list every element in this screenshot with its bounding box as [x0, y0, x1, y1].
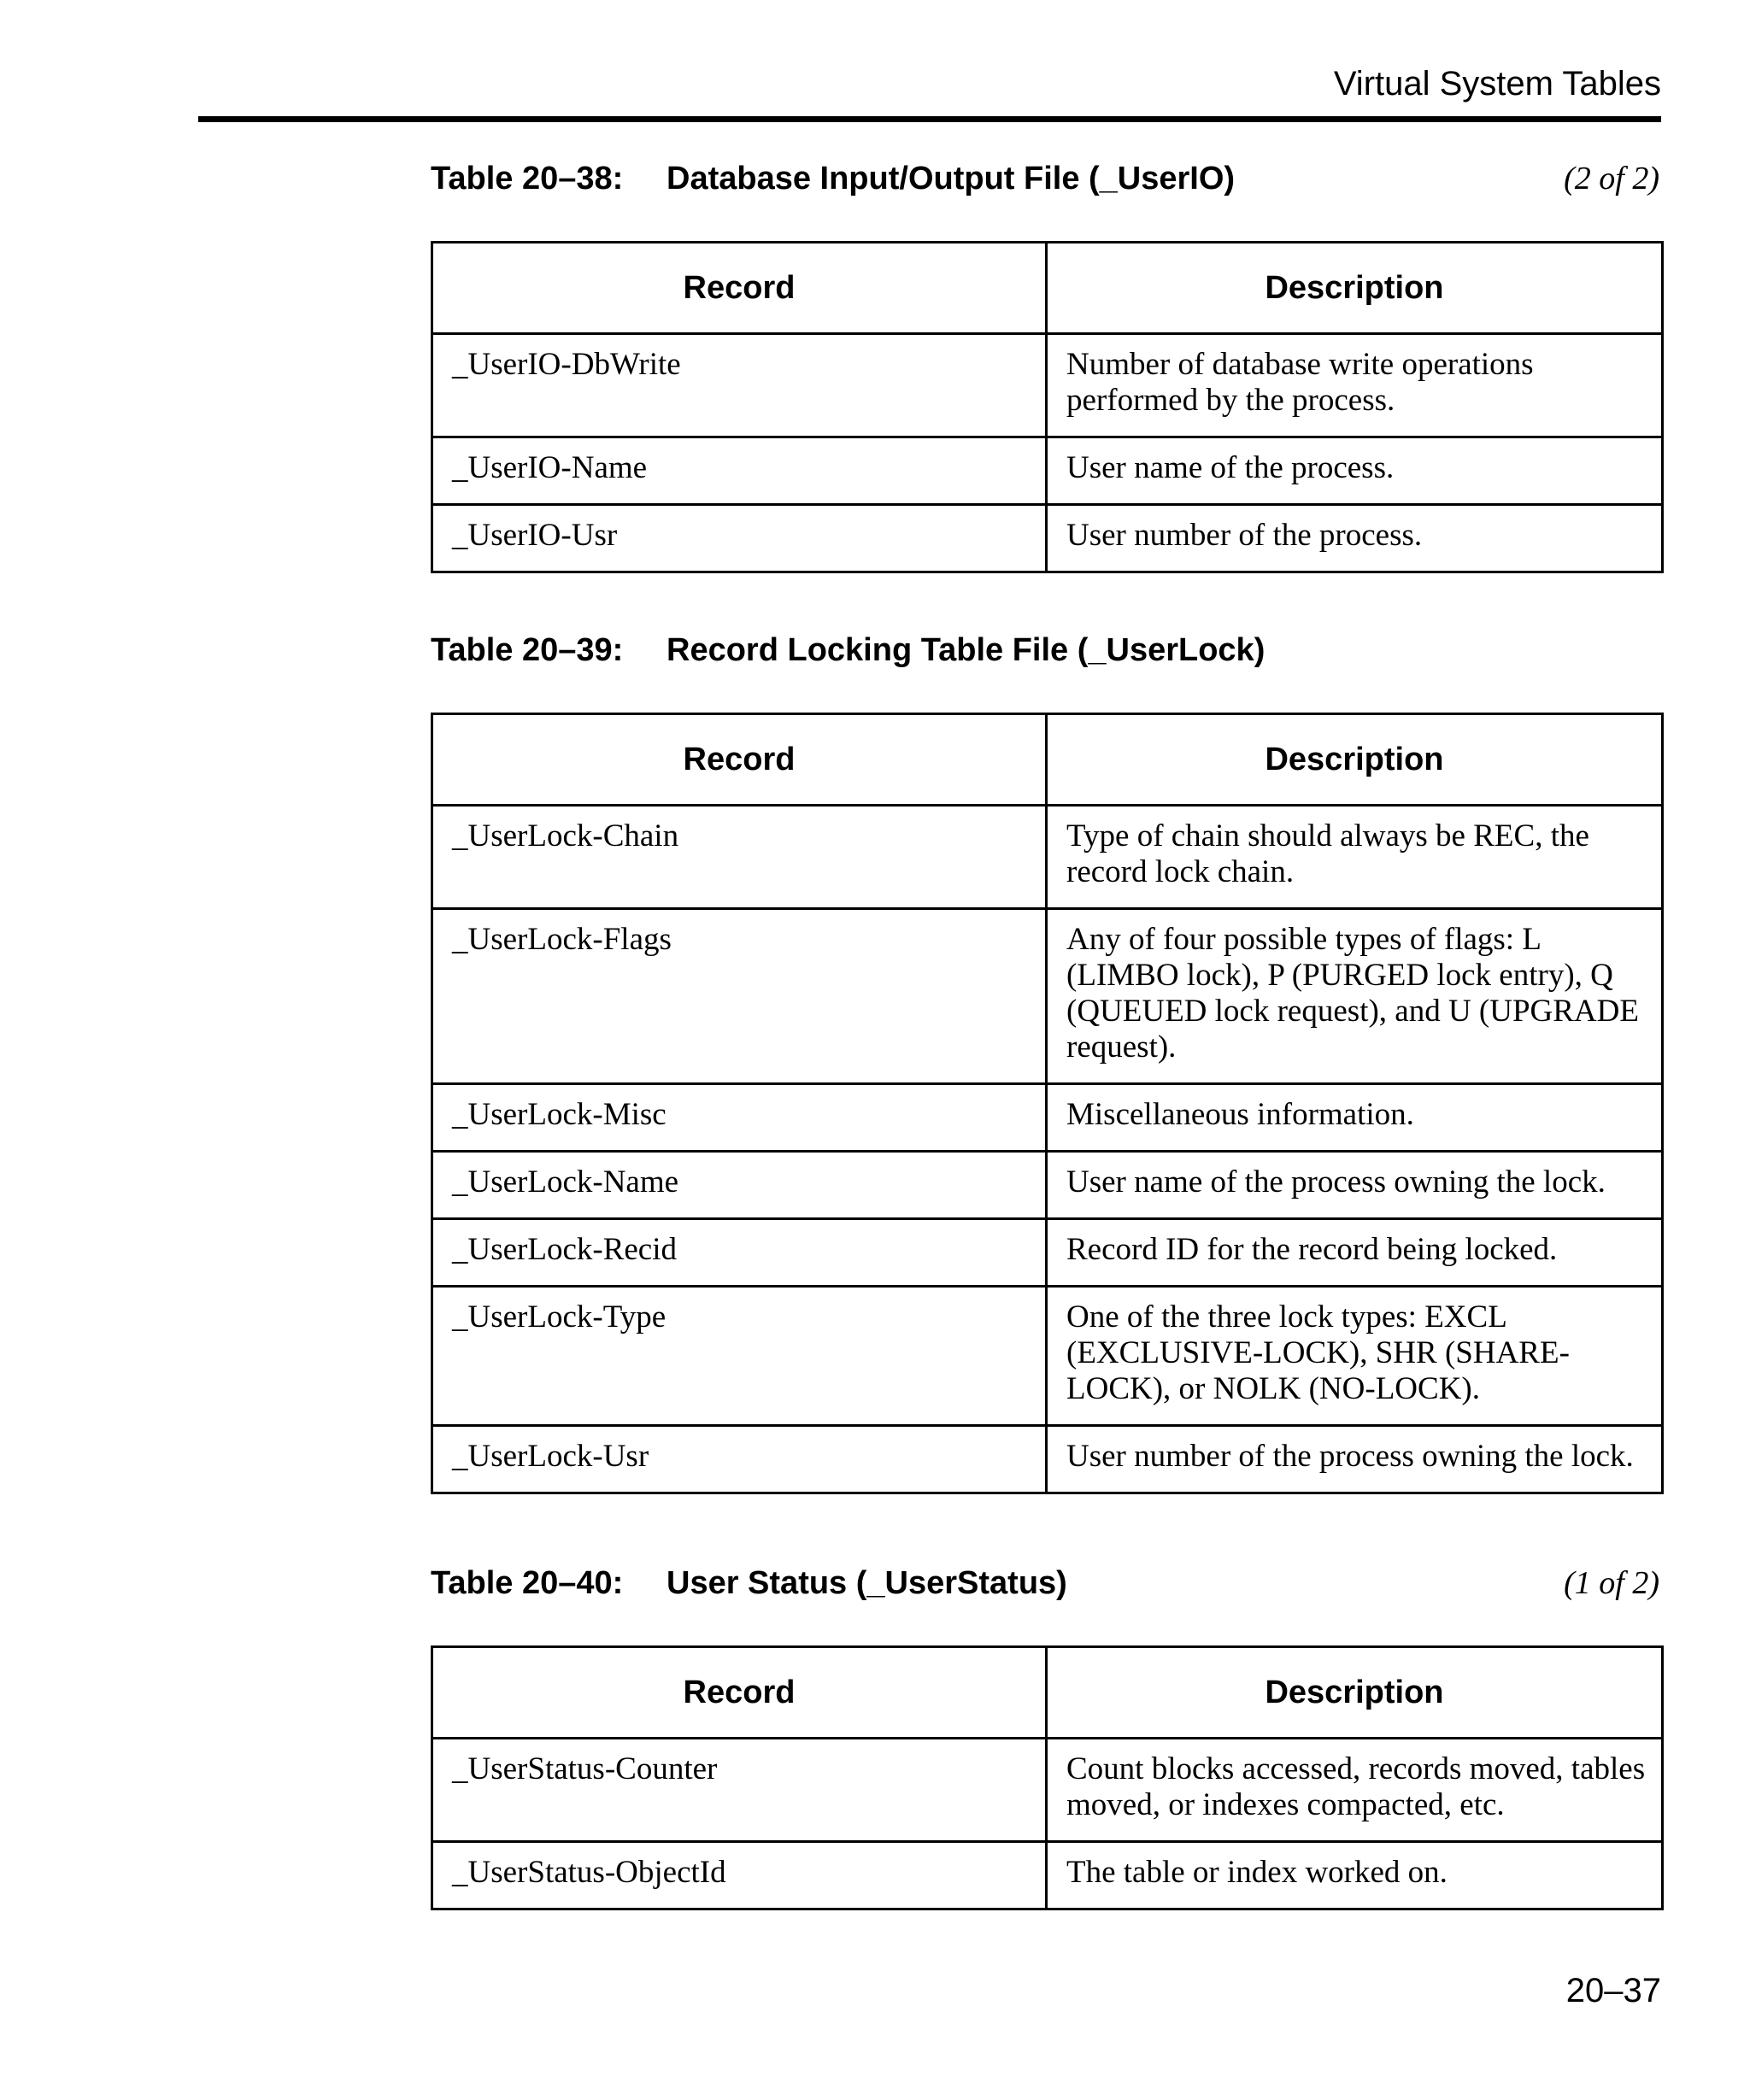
table-number: Table 20–39:	[431, 632, 624, 668]
description-cell: Any of four possible types of flags: L (LIMBO lock), P (PURGED lock entry), Q (QUEUED lock request), and U (UPGRADE request).	[1047, 909, 1663, 1084]
record-cell: _UserLock-Flags	[432, 909, 1047, 1084]
table-row	[432, 505, 1663, 572]
description-cell: User number of the process owning the lock.	[1047, 1426, 1663, 1493]
table-title: Record Locking Table File (_UserLock)	[667, 632, 1266, 668]
table-header-row	[432, 714, 1663, 806]
column-header-description: Description	[1047, 243, 1663, 334]
page-number: 20–37	[1565, 1972, 1661, 2009]
table-row	[432, 1287, 1663, 1426]
table-row	[432, 1084, 1663, 1152]
table-section-userlock	[431, 632, 1661, 1474]
description-cell: The table or index worked on.	[1047, 1842, 1663, 1909]
record-cell: _UserLock-Type	[432, 1287, 1047, 1426]
record-cell: _UserStatus-Counter	[432, 1739, 1047, 1842]
record-cell: _UserLock-Recid	[432, 1219, 1047, 1287]
table-caption	[431, 1567, 1661, 1618]
description-cell: User number of the process.	[1047, 505, 1663, 572]
description-cell: Miscellaneous information.	[1047, 1084, 1663, 1152]
table-row	[432, 1219, 1663, 1287]
table-caption	[431, 162, 1661, 214]
table-row	[432, 1842, 1663, 1909]
table-header-row	[432, 243, 1663, 334]
table-number: Table 20–40:	[431, 1565, 624, 1601]
table-row	[432, 1152, 1663, 1219]
table-section-userio	[431, 161, 1661, 553]
description-cell: User name of the process.	[1047, 437, 1663, 505]
record-cell: _UserLock-Name	[432, 1152, 1047, 1219]
table-row	[432, 909, 1663, 1084]
running-header	[198, 62, 1661, 122]
table-section-userstatus	[431, 1565, 1661, 1890]
record-cell: _UserLock-Usr	[432, 1426, 1047, 1493]
running-header-title: Virtual System Tables	[1333, 65, 1661, 103]
description-cell: Record ID for the record being locked.	[1047, 1219, 1663, 1287]
table-title: Database Input/Output File (_UserIO)	[667, 161, 1236, 197]
description-cell: Count blocks accessed, records moved, tables moved, or indexes compacted, etc.	[1047, 1739, 1663, 1842]
table-row	[432, 437, 1663, 505]
record-cell: _UserIO-DbWrite	[432, 334, 1047, 437]
data-table	[431, 1645, 1664, 1910]
record-cell: _UserIO-Name	[432, 437, 1047, 505]
column-header-description: Description	[1047, 714, 1663, 806]
table-header-row	[432, 1647, 1663, 1739]
table-row	[432, 1426, 1663, 1493]
description-cell: User name of the process owning the lock.	[1047, 1152, 1663, 1219]
column-header-record: Record	[432, 1647, 1047, 1739]
description-cell: Number of database write operations performed by the process.	[1047, 334, 1663, 437]
table-number: Table 20–38:	[431, 161, 624, 197]
description-cell: One of the three lock types: EXCL (EXCLUSIVE-LOCK), SHR (SHARE-LOCK), or NOLK (NO-LOCK).	[1047, 1287, 1663, 1426]
record-cell: _UserStatus-ObjectId	[432, 1842, 1047, 1909]
table-title: User Status (_UserStatus)	[667, 1565, 1067, 1601]
column-header-record: Record	[432, 243, 1047, 334]
column-header-description: Description	[1047, 1647, 1663, 1739]
data-table	[431, 713, 1664, 1494]
table-row	[432, 1739, 1663, 1842]
table-row	[432, 334, 1663, 437]
table-row	[432, 806, 1663, 909]
record-cell: _UserIO-Usr	[432, 505, 1047, 572]
data-table	[431, 241, 1664, 573]
table-caption	[431, 634, 1661, 685]
table-part-indicator: (1 of 2)	[1564, 1565, 1659, 1601]
column-header-record: Record	[432, 714, 1047, 806]
description-cell: Type of chain should always be REC, the record lock chain.	[1047, 806, 1663, 909]
table-part-indicator: (2 of 2)	[1564, 161, 1659, 197]
record-cell: _UserLock-Chain	[432, 806, 1047, 909]
record-cell: _UserLock-Misc	[432, 1084, 1047, 1152]
